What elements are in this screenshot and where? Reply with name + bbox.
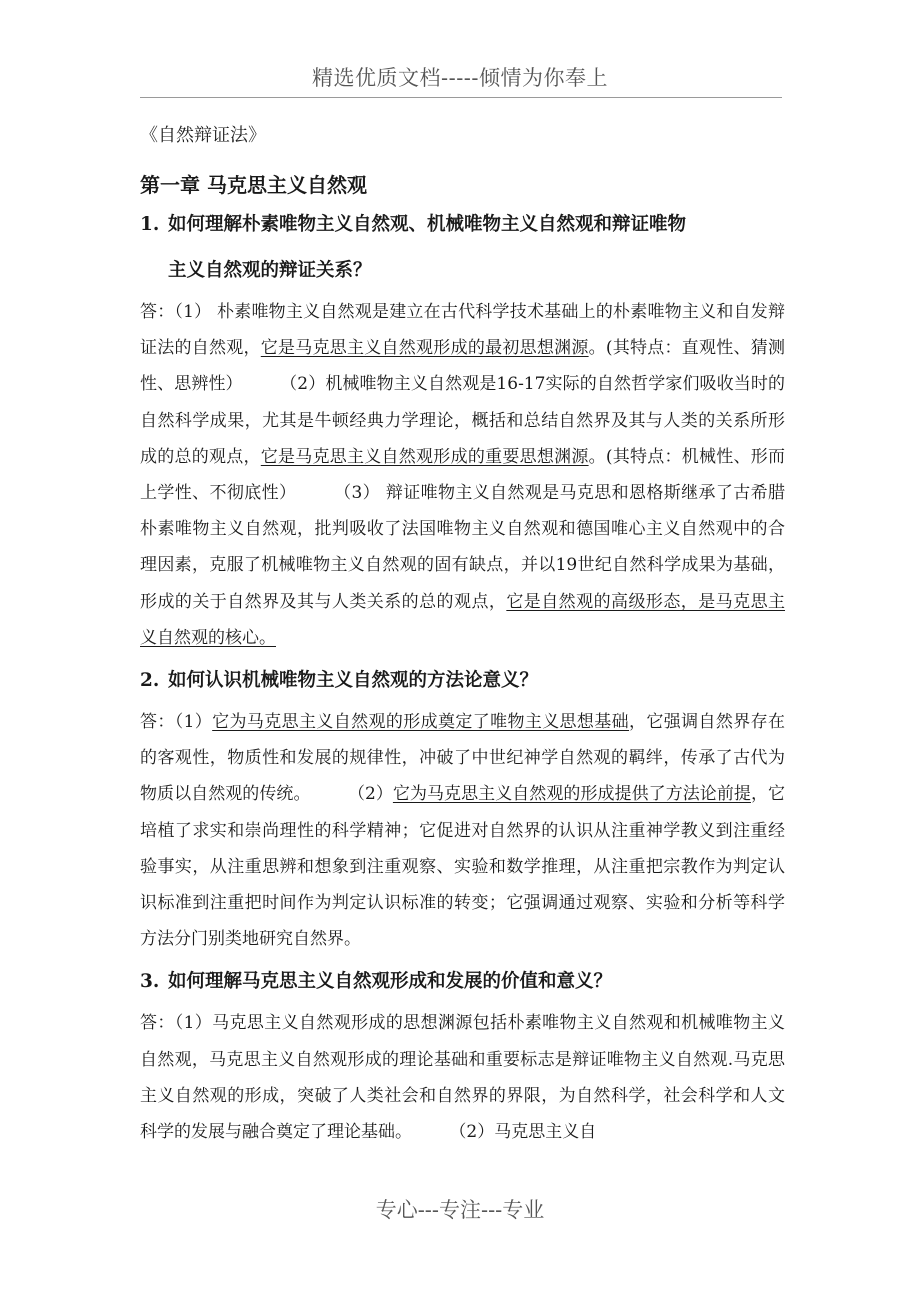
- answer-3-text-2: （2）马克思主义自: [449, 1122, 597, 1143]
- question-2: [140, 658, 785, 704]
- question-1: [140, 202, 785, 294]
- answer-1-text-4: 。(其特点：机械性、形而上学性、不彻底性）: [140, 446, 786, 504]
- question-2-number: 2.: [140, 670, 160, 692]
- header-divider: [140, 97, 782, 98]
- answer-1: [140, 294, 785, 656]
- answer-1-text-5: （3） 辩证唯物主义自然观是马克思和恩格斯继承了古希腊朴素唯物主义自然观，批判吸收了法国唯物主义自然观和德国唯心主义自然观中的合理因素，克服了机械唯物主义自然观的固有缺点，并以19世纪自然科学成果为基础，形成的关于自然界及其与人类关系的总的观点，: [140, 483, 786, 612]
- answer-1-text-2: 。(其特点：直观性、猜测性、思辨性）: [140, 338, 786, 395]
- answer-1-text-1: 答：（1） 朴素唯物主义自然观是建立在古代科学技术基础上的朴素唯物主义和自发辩证法的自然观，: [140, 302, 785, 359]
- answer-2-text-4: ，它培植了求实和崇尚理性的科学精神；它促进对自然界的认识从注重神学教义到注重经验事实，从注重思辨和想象到注重观察、实验和数学推理，从注重把宗教作为判定认识标准到注重把时间作为判定认识标准的转变；它强调通过观察、实验和分析等科学方法分门别类地研究自然界。: [140, 784, 786, 950]
- answer-1-text-3: （2）机械唯物主义自然观是16-17实际的自然哲学家们吸收当时的自然科学成果，尤其是牛顿经典力学理论，概括和总结自然界及其与人类的关系所形成的总的观点，: [140, 374, 785, 467]
- question-1-number: 1.: [140, 214, 160, 235]
- question-2-text: 如何认识机械唯物主义自然观的方法论意义？: [168, 670, 539, 692]
- question-1-line-2: 主义自然观的辩证关系？: [168, 260, 372, 281]
- answer-2-text-3: （2）: [347, 784, 393, 805]
- question-3: [140, 959, 785, 1005]
- answer-2-text-1: 答：（1）: [140, 712, 213, 733]
- question-1-line-1: 如何理解朴素唯物主义自然观、机械唯物主义自然观和辩证唯物: [168, 214, 687, 235]
- answer-2-underline-2: 它为马克思主义自然观的形成提供了方法论前提: [392, 784, 751, 805]
- page-footer: 专心---专注---专业: [375, 1198, 545, 1222]
- chapter-heading: 第一章 马克思主义自然观: [140, 173, 367, 197]
- answer-1-underline-1: 它是马克思主义自然观形成的最初思想渊源: [260, 338, 589, 359]
- answer-1-underline-3: 它是自然观的高级形态，是马克思主义自然观的核心。: [140, 591, 786, 648]
- answer-2: [140, 704, 785, 957]
- page-header: 精选优质文档-----倾情为你奉上: [312, 66, 608, 90]
- answer-2-underline-1: 它为马克思主义自然观的形成奠定了唯物主义思想基础: [212, 712, 630, 733]
- question-3-text: 如何理解马克思主义自然观形成和发展的价值和意义？: [168, 971, 613, 993]
- answer-2-text-2: ，它强调自然界存在的客观性，物质性和发展的规律性，冲破了中世纪神学自然观的羁绊，传承了古代为物质以自然观的传统。: [140, 712, 786, 805]
- document-title: 《自然辩证法》: [140, 125, 266, 146]
- question-3-number: 3.: [140, 971, 160, 993]
- document-body: [140, 116, 785, 1150]
- answer-1-underline-2: 它是马克思主义自然观形成的重要思想渊源: [260, 446, 589, 467]
- answer-3: [140, 1005, 785, 1150]
- answer-3-text-1: 答：（1）马克思主义自然观形成的思想渊源包括朴素唯物主义自然观和机械唯物主义自然观，马克思主义自然观形成的理论基础和重要标志是辩证唯物主义自然观.马克思主义自然观的形成，突破了人类社会和自然界的界限，为自然科学，社会科学和人文科学的发展与融合奠定了理论基础。: [140, 1013, 785, 1143]
